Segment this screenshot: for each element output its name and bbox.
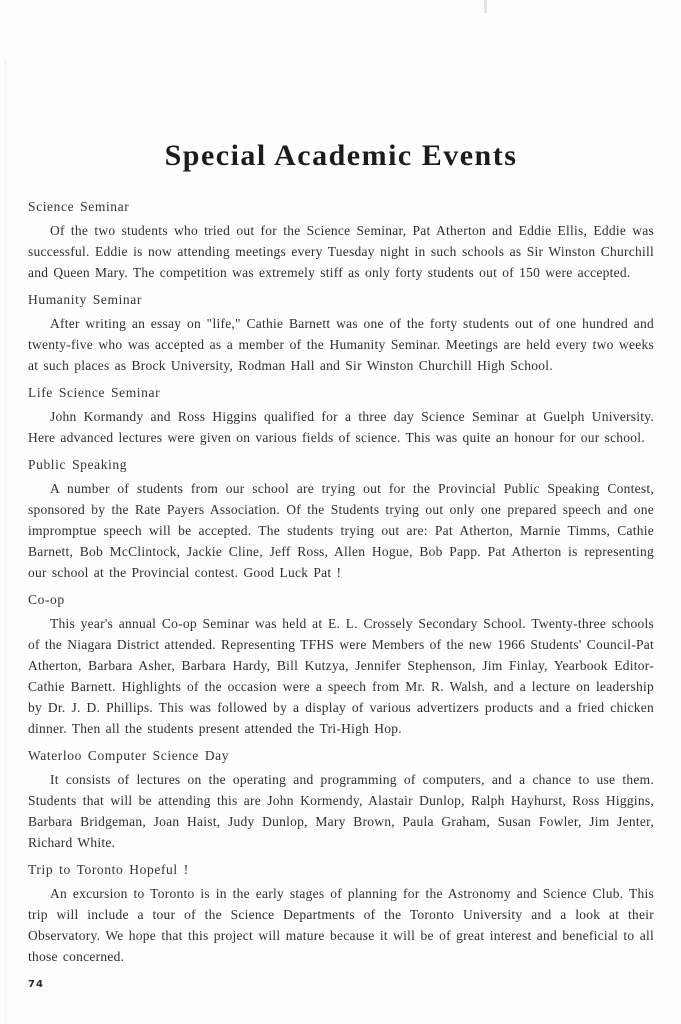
section-paragraph: Of the two students who tried out for the Science Seminar, Pat Atherton and Eddie Ellis, Eddie was successful. Eddie is now attending meetings every Tuesday night in such schools as Sir Winston Churchill and Queen Mary. The competition was extremely stiff as only forty students out of 150 were accepted. [28, 223, 654, 280]
page-title: Special Academic Events [164, 139, 518, 172]
section-paragraph: A number of students from our school are trying out for the Provincial Public Speaking Contest, sponsored by the Rate Payers Association. Of the Students trying out only one prepared speech and one impromptue speech will be accepted. The students trying out are: Pat Atherton, Marnie Timms, Cathie Barnett, Bob McClintock, Jackie Cline, Jeff Ross, Allen Hogue, Bob Papp. Pat Atherton is representing our school at the Provincial contest. Good Luck Pat ! [28, 481, 654, 580]
section-paragraph: John Kormandy and Ross Higgins qualified for a three day Science Seminar at Guelph University. Here advanced lectures were given on various fields of science. This was quite an honour for our school. [28, 409, 654, 445]
section-heading: Humanity Seminar [28, 292, 142, 307]
section-waterloo-computer-science-day [28, 749, 654, 853]
scan-artifact-top [484, 0, 487, 13]
section-heading: Science Seminar [28, 199, 130, 214]
section-paragraph: It consists of lectures on the operating and programming of computers, and a chance to use them. Students that will be attending this are John Kormendy, Alastair Dunlop, Ralph Hayhurst, Ross Higgins, Barbara Bridgeman, Joan Haist, Judy Dunlop, Mary Brown, Paula Graham, Susan Fowler, Jim Jenter, Richard White. [28, 772, 654, 850]
section-paragraph: After writing an essay on "life," Cathie Barnett was one of the forty students out of one hundred and twenty-five who was accepted as a member of the Humanity Seminar. Meetings are held every two weeks at such places as Brock University, Rodman Hall and Sir Winston Churchill High School. [28, 316, 654, 373]
section-public-speaking [28, 458, 654, 583]
page-number: 74 [28, 979, 44, 990]
section-heading: Life Science Seminar [28, 385, 161, 400]
section-life-science-seminar [28, 386, 654, 448]
page-content [28, 138, 654, 973]
section-heading: Trip to Toronto Hopeful ! [28, 862, 189, 877]
section-heading: Public Speaking [28, 457, 128, 472]
section-trip-to-toronto [28, 863, 654, 967]
section-heading: Co-op [28, 592, 65, 607]
section-paragraph: This year's annual Co-op Seminar was held at E. L. Crossely Secondary School. Twenty-three schools of the Niagara District attended. Representing TFHS were Members of the new 1966 Students' Council-Pat Atherton, Barbara Asher, Barbara Hardy, Bill Kutzya, Jennifer Stephenson, Jim Finlay, Yearbook Editor-Cathie Barnett. Highlights of the occasion were a speech from Mr. R. Walsh, and a lecture on leadership by Dr. J. D. Phillips. This was followed by a display of various advertizers products and a fried chicken dinner. Then all the students present attended the Tri-High Hop. [28, 616, 654, 736]
section-humanity-seminar [28, 293, 654, 376]
scan-artifact-left [5, 60, 6, 1024]
section-co-op [28, 593, 654, 739]
section-science-seminar [28, 200, 654, 283]
section-heading: Waterloo Computer Science Day [28, 748, 230, 763]
section-paragraph: An excursion to Toronto is in the early stages of planning for the Astronomy and Science Club. This trip will include a tour of the Science Departments of the Toronto University and a look at their Observatory. We hope that this project will mature because it will be of great interest and beneficial to all those concerned. [28, 886, 654, 964]
